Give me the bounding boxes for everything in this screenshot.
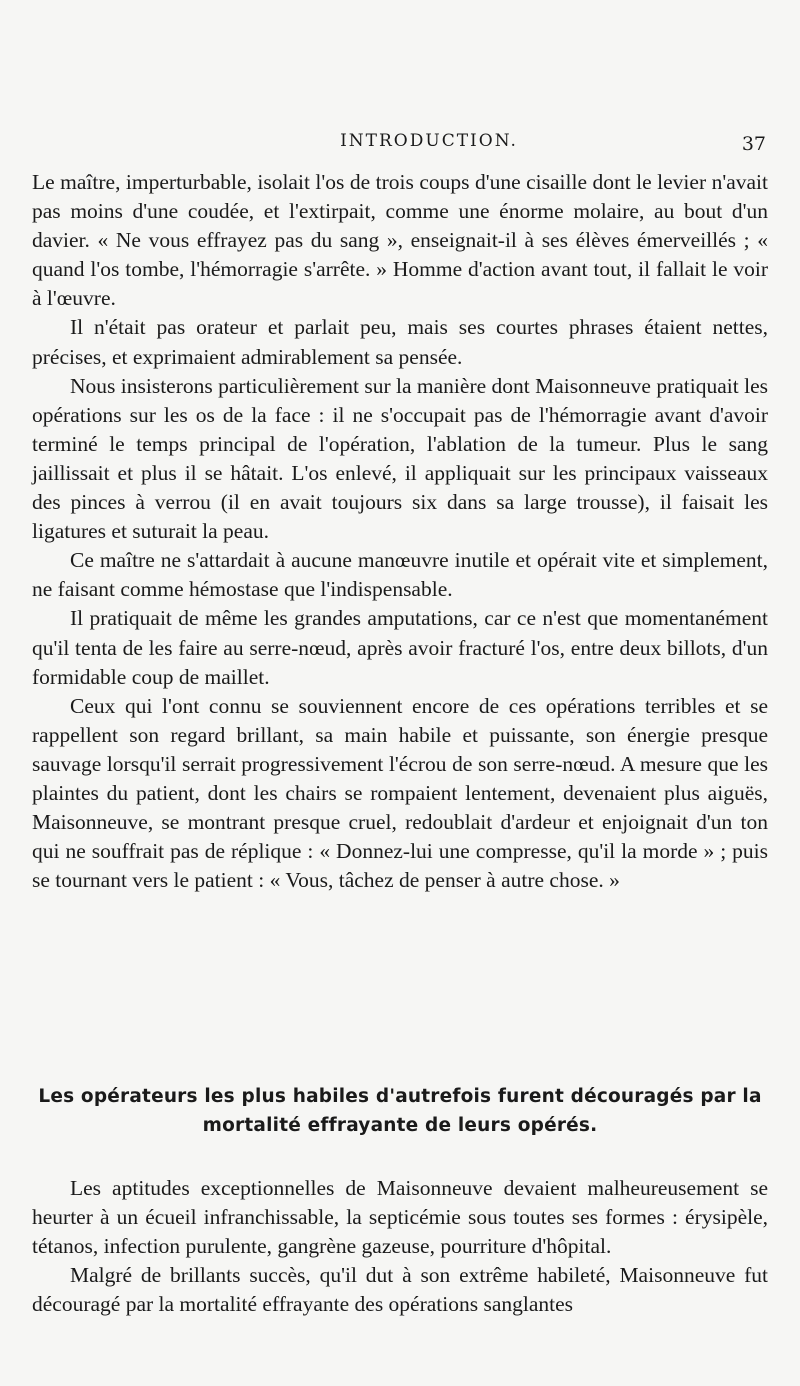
page-number: 37 bbox=[741, 133, 766, 155]
paragraph: Il pratiquait de même les grandes amputations, car ce n'est que momentanément qu'il tenta de les faire au serre-nœud, après avoir fracturé l'os, entre deux billots, d'un formidable coup de maillet. bbox=[32, 606, 768, 689]
paragraph: Ce maître ne s'attardait à aucune manœuvre inutile et opérait vite et simplement, ne faisant comme hémostase que l'indispensable. bbox=[32, 548, 768, 602]
paragraph: Malgré de brillants succès, qu'il dut à son extrême habileté, Maisonneuve fut découragé par la mortalité effrayante des opérations sanglantes bbox=[32, 1263, 768, 1317]
paragraph: Ceux qui l'ont connu se souviennent encore de ces opérations terribles et se rappellent son regard brillant, sa main habile et puissante, son énergie presque sauvage lorsqu'il serrait progressivement l'écrou de son serre-nœud. A mesure que les plaintes du patient, dont les chairs se rompaient lentement, devenaient plus aiguës, Maisonneuve, se montrant presque cruel, redoublait d'ardeur et enjoignait d'un ton qui ne souffrait pas de réplique : « Donnez-lui une compresse, qu'il la morde » ; puis se tournant vers le patient : « Vous, tâchez de penser à autre chose. » bbox=[32, 693, 768, 893]
paragraph: Le maître, imperturbable, isolait l'os de trois coups d'une cisaille dont le levier n'avait pas moins d'une coudée, et l'extirpait, comme une énorme molaire, au bout d'un davier. « Ne vous effrayez pas du sang », enseignait-il à ses élèves émerveillés ; « quand l'os tombe, l'hémorragie s'arrête. » Homme d'action avant tout, il fallait le voir à l'œuvre. bbox=[32, 170, 768, 311]
body-text-bottom bbox=[32, 1174, 768, 1319]
running-header bbox=[32, 131, 800, 155]
paragraph: Il n'était pas orateur et parlait peu, mais ses courtes phrases étaient nettes, précises, et exprimaient admirablement sa pensée. bbox=[32, 315, 768, 369]
body-text-top bbox=[32, 168, 768, 895]
running-title: INTRODUCTION. bbox=[340, 131, 518, 151]
section-heading: Les opérateurs les plus habiles d'autrefois furent découragés par la mortalité effrayante de leurs opérés. bbox=[38, 1086, 762, 1136]
paragraph: Nous insisterons particulièrement sur la manière dont Maisonneuve pratiquait les opérations sur les os de la face : il ne s'occupait pas de l'hémorragie avant d'avoir terminé le temps principal de l'opération, l'ablation de la tumeur. Plus le sang jaillissait et plus il se hâtait. L'os enlevé, il appliquait sur les principaux vaisseaux des pinces à verrou (il en avait toujours six dans sa large trousse), il faisait les ligatures et suturait la peau. bbox=[32, 373, 768, 544]
paragraph: Les aptitudes exceptionnelles de Maisonneuve devaient malheureusement se heurter à un écueil infranchissable, la septicémie sous toutes ses formes : érysipèle, tétanos, infection purulente, gangrène gazeuse, pourriture d'hôpital. bbox=[32, 1176, 768, 1259]
